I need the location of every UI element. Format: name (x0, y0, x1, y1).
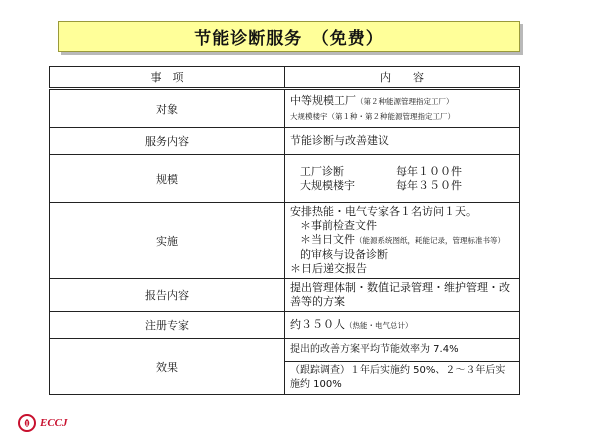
header-item: 事 项 (50, 67, 285, 89)
title-banner (58, 21, 520, 52)
table-row-service (50, 128, 520, 155)
scale-row-1-name: 工厂诊断 (300, 164, 344, 178)
eccj-logo-icon (18, 414, 36, 432)
header-content: 内 容 (285, 67, 520, 89)
implementation-line-1: 安排热能・电气专家各１名访问１天。 (290, 205, 477, 218)
table-row-scale (50, 155, 520, 203)
implementation-line-3-a: ＊当日文件 (300, 233, 355, 246)
scale-row-1-value: 每年１００件 (396, 164, 462, 178)
table-row-implementation (50, 203, 520, 279)
target-line-1-main: 中等规模工厂 (290, 93, 356, 107)
table-row-effect (50, 339, 520, 362)
row-value-scale (285, 155, 520, 203)
row-value-experts (285, 312, 520, 339)
target-line-1 (290, 94, 514, 109)
row-value-target (285, 89, 520, 128)
effect-line-2: （跟踪调查）１年后实施约 50%、２～３年后实施约 100% (285, 362, 520, 395)
service-table (49, 66, 520, 395)
target-line-2-note: （第１种・第２种能源管理指定工厂） (327, 111, 455, 121)
implementation-line-3-b: 的审核与设备诊断 (300, 248, 388, 261)
row-label-report: 报告内容 (50, 279, 285, 312)
scale-row-2 (290, 179, 514, 193)
implementation-line-4: ＊日后递交报告 (290, 262, 367, 275)
target-line-1-note: （第２种能源管理指定工厂） (356, 96, 454, 106)
effect-line-1: 提出的改善方案平均节能效率为 7.4% (285, 339, 520, 362)
table-row-report (50, 279, 520, 312)
scale-row-2-name: 大规模楼宇 (300, 178, 355, 192)
table-row-target (50, 89, 520, 128)
row-label-experts: 注册专家 (50, 312, 285, 339)
eccj-logo (18, 414, 68, 432)
table-row-experts (50, 312, 520, 339)
row-value-service: 节能诊断与改善建议 (285, 128, 520, 155)
target-line-2-main: 大规模楼宇 (290, 111, 328, 121)
row-label-scale: 规模 (50, 155, 285, 203)
row-value-report: 提出管理体制・数值记录管理・维护管理・改善等的方案 (285, 279, 520, 312)
page-title: 节能诊断服务 （免费） (194, 29, 384, 49)
scale-row-2-value: 每年３５０件 (396, 178, 462, 192)
implementation-line-2: ＊事前检查文件 (300, 219, 377, 232)
eccj-logo-text: ECCJ (40, 417, 68, 429)
row-label-effect: 效果 (50, 339, 285, 395)
row-label-target: 对象 (50, 89, 285, 128)
implementation-line-3-note: （能源系统图纸，耗能记录，管理标准书等） (355, 236, 505, 245)
experts-main: 约３５０人 (290, 317, 345, 331)
target-line-2 (290, 109, 514, 124)
row-label-service: 服务内容 (50, 128, 285, 155)
table-header-row (50, 67, 520, 89)
row-label-implementation: 实施 (50, 203, 285, 279)
implementation-line-3 (290, 233, 514, 262)
scale-row-1 (290, 165, 514, 179)
row-value-implementation (285, 203, 520, 279)
experts-note: （热能・电气总计） (345, 320, 413, 330)
